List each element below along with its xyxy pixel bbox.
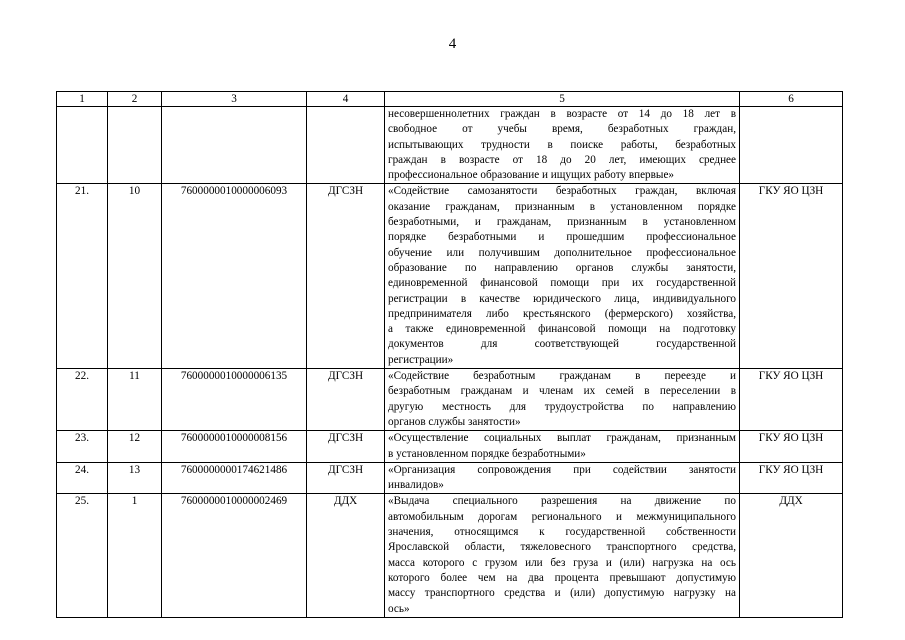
row-subnumber: 1 (108, 494, 162, 617)
organization: ДГСЗН (307, 184, 385, 369)
desc-line: безработным гражданам и членам их семей в переселении в (388, 385, 736, 398)
desc-line: «Осуществление социальных выплат гражданам, признанным (388, 432, 736, 445)
desc-line: образование по направлению органов службы занятости, (388, 261, 736, 274)
header-col-1: 1 (57, 92, 108, 107)
executor: ГКУ ЯО ЦЗН (740, 462, 843, 494)
row-number: 23. (57, 431, 108, 463)
desc-line: масса которого с грузом или без груза и (или) нагрузка на ось (388, 556, 736, 569)
table-row (57, 431, 843, 463)
service-code: 7600000010000002469 (162, 494, 307, 617)
header-col-6: 6 (740, 92, 843, 107)
desc-line: граждан в возрасте от 18 до 20 лет, имеющих среднее (388, 153, 736, 166)
row-subnumber: 11 (108, 369, 162, 431)
cell-empty (162, 107, 307, 184)
desc-line: «Организация сопровождения при содействии занятости (388, 463, 736, 476)
continuation-row (57, 107, 843, 184)
row-number: 21. (57, 184, 108, 369)
service-description (385, 494, 740, 617)
desc-line: «Выдача специального разрешения на движение по (388, 495, 736, 508)
desc-line: регистрации» (388, 353, 454, 366)
organization: ДГСЗН (307, 431, 385, 463)
header-col-4: 4 (307, 92, 385, 107)
desc-line: в установленном порядке безработными» (388, 447, 586, 460)
service-description (385, 184, 740, 369)
organization: ДДХ (307, 494, 385, 617)
desc-line: а также единовременной финансовой помощи на подготовку (388, 323, 736, 336)
row-subnumber: 10 (108, 184, 162, 369)
row-number: 24. (57, 462, 108, 494)
desc-line: профессиональное образование и ищущих работу впервые» (388, 169, 675, 182)
table-row (57, 369, 843, 431)
executor: ГКУ ЯО ЦЗН (740, 184, 843, 369)
desc-line: инвалидов» (388, 479, 444, 492)
desc-line: которого более чем на два процента превышают допустимую (388, 571, 736, 584)
header-row (57, 92, 843, 107)
executor: ГКУ ЯО ЦЗН (740, 431, 843, 463)
service-code: 7600000010000006093 (162, 184, 307, 369)
service-description (385, 431, 740, 463)
desc-line: Ярославской области, тяжеловесного транспортного средства, (388, 541, 736, 554)
desc-line: регистрации в качестве юридического лица, индивидуального (388, 292, 736, 305)
row-subnumber: 12 (108, 431, 162, 463)
desc-line: испытывающих трудности в поиске работы, безработных (388, 138, 736, 151)
desc-line: органов службы занятости» (388, 415, 521, 428)
row-number: 25. (57, 494, 108, 617)
service-code: 7600000010000008156 (162, 431, 307, 463)
executor: ГКУ ЯО ЦЗН (740, 369, 843, 431)
desc-line: безработными, и гражданам, признанным в установленном (388, 216, 736, 229)
organization: ДГСЗН (307, 369, 385, 431)
desc-line: «Содействие самозанятости безработных граждан, включая (388, 185, 736, 198)
cell-empty (307, 107, 385, 184)
desc-line: свободное от учебы время, безработных граждан, (388, 123, 736, 136)
desc-line: автомобильным дорогам регионального и межмуниципального (388, 510, 736, 523)
cell-empty (57, 107, 108, 184)
cell-empty (740, 107, 843, 184)
row-subnumber: 13 (108, 462, 162, 494)
services-table (56, 91, 843, 618)
desc-line: массу транспортного средства и (или) допустимую нагрузку на (388, 587, 736, 600)
page-number: 4 (448, 36, 457, 52)
row-number: 22. (57, 369, 108, 431)
table-row (57, 184, 843, 369)
desc-line: несовершеннолетних граждан в возрасте от 14 до 18 лет в (388, 108, 736, 120)
desc-line: порядке безработными и прошедшим профессиональное (388, 231, 736, 244)
service-description (385, 462, 740, 494)
service-code: 7600000010000006135 (162, 369, 307, 431)
desc-line: документов для соответствующей государственной (388, 338, 736, 351)
executor: ДДХ (740, 494, 843, 617)
table-row (57, 494, 843, 617)
desc-line: другую местность для трудоустройства по направлению (388, 400, 736, 413)
desc-line: ось» (388, 602, 410, 615)
service-code: 7600000000174621486 (162, 462, 307, 494)
organization: ДГСЗН (307, 462, 385, 494)
desc-line: значения, относящимся к государственной собственности (388, 526, 736, 539)
continuation-description (385, 107, 740, 184)
header-col-5: 5 (385, 92, 740, 107)
desc-line: «Содействие безработным гражданам в переезде и (388, 370, 736, 383)
desc-line: единовременной финансовой помощи при их государственной (388, 277, 736, 290)
header-col-2: 2 (108, 92, 162, 107)
table-row (57, 462, 843, 494)
header-col-3: 3 (162, 92, 307, 107)
desc-line: обучение или получившим дополнительное профессиональное (388, 246, 736, 259)
desc-line: предпринимателя либо крестьянского (фермерского) хозяйства, (388, 307, 736, 320)
desc-line: оказание гражданам, признанным в установленном порядке (388, 200, 736, 213)
service-description (385, 369, 740, 431)
cell-empty (108, 107, 162, 184)
